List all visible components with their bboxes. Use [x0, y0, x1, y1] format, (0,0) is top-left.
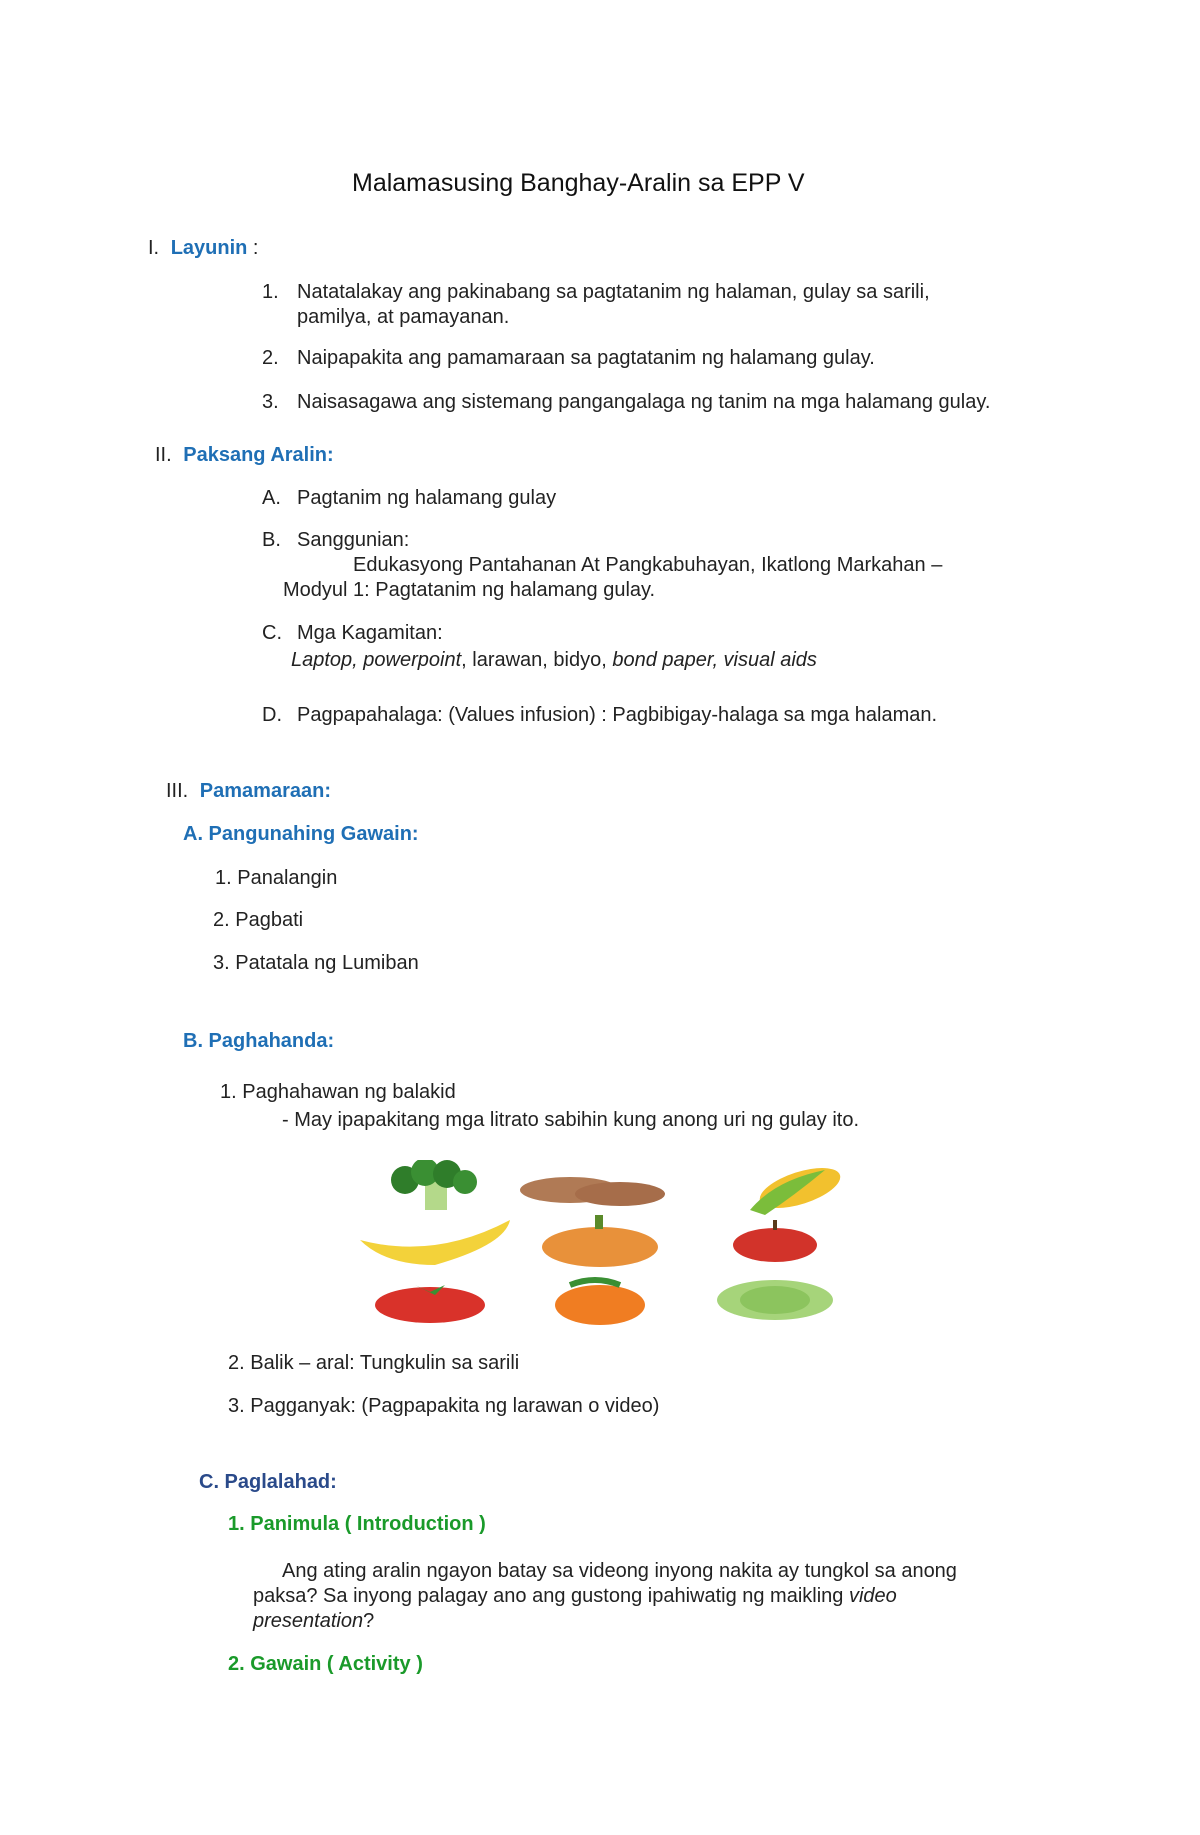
list-item: 2. Balik – aral: Tungkulin sa sarili	[228, 1352, 520, 1374]
vegetables-image	[355, 1160, 875, 1330]
objective-number: 1.	[262, 281, 279, 303]
list-item-sub: - May ipapakitang mga litrato sabihin kung anong uri ng gulay ito.	[282, 1109, 860, 1131]
materials-italic: bond paper, visual aids	[612, 649, 817, 671]
section-3-heading	[166, 779, 331, 803]
topic-label: D.	[262, 704, 282, 726]
corn-icon	[750, 1160, 845, 1216]
reference-text-cont: Modyul 1: Pagtatanim ng halamang gulay.	[283, 579, 656, 601]
paragraph-text: paksa? Sa inyong palagay ano ang gustong ipahiwatig ng maikling	[253, 1585, 849, 1607]
paragraph-line	[253, 1609, 374, 1633]
section-1-heading	[148, 236, 258, 260]
materials-italic: Laptop, powerpoint	[291, 649, 462, 671]
subsection-b-heading: B. Paghahanda:	[183, 1030, 335, 1052]
subheading-activity: 2. Gawain ( Activity )	[228, 1653, 423, 1675]
topic-label: B.	[262, 529, 281, 551]
topic-text: Pagtanim ng halamang gulay	[297, 487, 557, 509]
topic-text: Sanggunian:	[297, 529, 410, 551]
subsection-c-heading: C. Paglalahad:	[199, 1471, 337, 1493]
list-item: 1. Paghahawan ng balakid	[220, 1081, 456, 1103]
section-colon: :	[247, 237, 259, 259]
topic-label: A.	[262, 487, 281, 509]
paragraph-italic: presentation	[253, 1610, 364, 1632]
section-numeral: II.	[155, 444, 172, 466]
paragraph-line: Ang ating aralin ngayon batay sa videong inyong nakita ay tungkol sa anong	[282, 1560, 957, 1582]
topic-text: Mga Kagamitan:	[297, 622, 443, 644]
list-item: 1. Panalangin	[215, 867, 338, 889]
objective-text: Naipapakita ang pamamaraan sa pagtatanim ng halamang gulay.	[297, 347, 875, 369]
paragraph-text: ?	[363, 1610, 375, 1632]
section-2-heading	[155, 443, 334, 467]
apple-icon	[733, 1220, 817, 1262]
objective-number: 2.	[262, 347, 279, 369]
paragraph-line	[253, 1584, 897, 1608]
cabbage-icon	[717, 1280, 833, 1320]
orange-icon	[555, 1280, 645, 1325]
subsection-a-heading: A. Pangunahing Gawain:	[183, 823, 419, 845]
paragraph-italic: video	[848, 1585, 897, 1607]
objective-text: Naisasagawa ang sistemang pangangalaga ng tanim na mga halamang gulay.	[297, 391, 991, 413]
section-numeral: I.	[148, 237, 160, 259]
tomato-icon	[375, 1285, 485, 1323]
section-numeral: III.	[166, 780, 189, 802]
reference-text: Edukasyong Pantahanan At Pangkabuhayan, Ikatlong Markahan –	[353, 554, 943, 576]
materials-list	[291, 648, 817, 672]
section-title: Paksang Aralin:	[183, 444, 334, 466]
page-title: Malamasusing Banghay-Aralin sa EPP V	[352, 169, 805, 197]
section-title: Layunin	[170, 237, 248, 259]
subheading-introduction: 1. Panimula ( Introduction )	[228, 1513, 486, 1535]
broccoli-icon	[391, 1160, 477, 1210]
materials-regular: , larawan, bidyo,	[461, 649, 613, 671]
topic-text: Pagpapahalaga: (Values infusion) : Pagbibigay-halaga sa mga halaman.	[297, 704, 938, 726]
list-item: 3. Pagganyak: (Pagpapakita ng larawan o video)	[228, 1395, 660, 1417]
potato-icon	[520, 1177, 665, 1206]
objective-text-cont: pamilya, at pamayanan.	[297, 306, 510, 328]
list-item: 2. Pagbati	[213, 909, 304, 931]
pumpkin-icon	[542, 1215, 658, 1267]
list-item: 3. Patatala ng Lumiban	[213, 952, 419, 974]
section-title: Pamamaraan:	[199, 780, 331, 802]
banana-icon	[360, 1220, 510, 1265]
topic-label: C.	[262, 622, 282, 644]
objective-text: Natatalakay ang pakinabang sa pagtatanim ng halaman, gulay sa sarili,	[297, 281, 930, 303]
objective-number: 3.	[262, 391, 279, 413]
